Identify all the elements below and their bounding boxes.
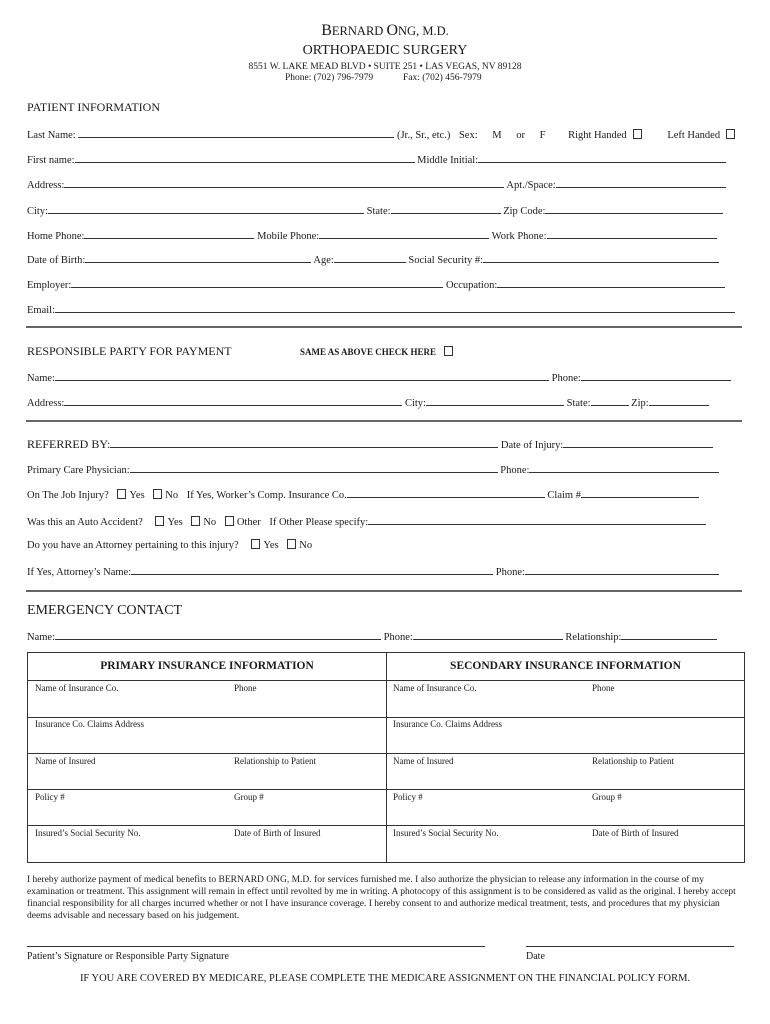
last-name-label: Last Name: [27,130,76,141]
signature-line[interactable] [27,946,485,947]
responsible-heading: RESPONSIBLE PARTY FOR PAYMENT [27,344,232,358]
secondary-name-of-co[interactable]: Name of Insurance Co. [393,683,477,693]
apt-field[interactable] [556,177,726,188]
name-part-1: ERNARD [331,24,387,38]
secondary-name-of-insured[interactable]: Name of Insured [393,756,454,766]
attorney-yes-checkbox[interactable] [251,539,260,549]
resp-state-label: State: [566,398,591,409]
referred-by-label: REFERRED BY: [27,437,111,451]
practice-address: 8551 W. LAKE MEAD BLVD • SUITE 251 • LAS VEGAS, NV 89128 [248,62,522,72]
attorney-phone-label: Phone: [495,567,525,578]
secondary-insured-dob[interactable]: Date of Birth of Insured [592,828,679,838]
resp-address-field[interactable] [64,395,402,406]
row-emergency [27,629,717,643]
section-divider [26,590,742,592]
pcp-label: Primary Care Physician: [27,465,130,476]
auto-accident-label: Was this an Auto Accident? [27,517,143,528]
emergency-heading: EMERGENCY CONTACT [27,603,183,618]
date-of-injury-label: Date of Injury: [500,440,564,451]
name-part-2: NG [398,24,417,38]
row-auto-accident [27,514,706,528]
patient-info-heading: PATIENT INFORMATION [27,100,161,114]
practice-phone: Phone: (702) 796-7979 [285,73,374,83]
date-label: Date [526,951,545,962]
grid-row-line [28,680,744,681]
age-label: Age: [313,255,334,266]
workers-comp-label: If Yes, Worker’s Comp. Insurance Co. [186,490,347,501]
claim-field[interactable] [581,487,699,498]
row-resp-address [27,395,709,409]
dob-label: Date of Birth: [27,255,86,266]
resp-phone-label: Phone: [551,373,581,384]
row-resp-name [27,370,731,384]
resp-phone-field[interactable] [581,370,731,381]
age-field[interactable] [334,252,406,263]
occupation-field[interactable] [497,277,725,288]
same-as-above-checkbox[interactable] [444,346,453,356]
row-pcp [27,462,719,476]
attorney-no-label: No [299,540,313,551]
other-specify-label: If Other Please specify: [269,517,369,528]
other-specify-field[interactable] [368,514,706,525]
grid-divider [386,653,387,862]
ssn-field[interactable] [483,252,719,263]
name-initial-2: O [386,22,399,39]
emergency-phone-label: Phone: [383,632,413,643]
row-city [27,203,723,217]
work-phone-field[interactable] [547,228,717,239]
resp-zip-label: Zip: [631,398,649,409]
city-label: City: [27,206,49,217]
resp-name-field[interactable] [55,370,549,381]
middle-initial-field[interactable] [478,152,726,163]
attorney-yes-label: Yes [263,540,279,551]
row-email [27,302,735,316]
row-employer [27,277,725,291]
home-phone-field[interactable] [84,228,254,239]
secondary-policy[interactable]: Policy # [393,792,423,802]
employer-field[interactable] [71,277,443,288]
grid-row-line [28,753,744,754]
job-injury-yes-checkbox[interactable] [117,489,126,499]
emergency-name-field[interactable] [55,629,381,640]
medicare-note: IF YOU ARE COVERED BY MEDICARE, PLEASE COMPLETE THE MEDICARE ASSIGNMENT ON THE FINANCIAL POLICY FORM. [79,973,691,984]
referred-by-field[interactable] [110,437,498,448]
emergency-name-label: Name: [27,632,55,643]
primary-insured-ssn[interactable]: Insured’s Social Security No. [35,828,141,838]
occupation-label: Occupation: [445,280,498,291]
claim-label: Claim # [547,490,581,501]
practice-name [0,22,770,40]
row-referred-by [27,437,713,452]
first-name-field[interactable] [75,152,415,163]
employer-label: Employer: [27,280,72,291]
resp-city-field[interactable] [426,395,564,406]
emergency-relationship-label: Relationship: [565,632,622,643]
emergency-relationship-field[interactable] [621,629,717,640]
primary-name-of-insured[interactable]: Name of Insured [35,756,96,766]
email-label: Email: [27,305,55,316]
sex-male-option[interactable]: M [492,130,502,141]
row-attorney [27,539,312,551]
row-job-injury [27,487,699,501]
zip-field[interactable] [545,203,723,214]
middle-initial-label: Middle Initial: [417,155,479,166]
primary-insured-dob[interactable]: Date of Birth of Insured [234,828,321,838]
row-phones [27,228,717,242]
pcp-phone-field[interactable] [529,462,719,473]
resp-state-field[interactable] [591,395,629,406]
attorney-name-label: If Yes, Attorney’s Name: [27,567,132,578]
date-of-injury-field[interactable] [563,437,713,448]
authorization-text: I hereby authorize payment of medical benefits to BERNARD ONG, M.D. for services furnished me. I also authorize the physician to release any information in the course of my examination or treatment. This assignment will remain in effect until revolted by me in writing. A photocopy of this assignment is to be considered as valid as the original. I hereby accept financial responsibility for all charges incurred whether or not I have insurance coverage. I hereby consent to and authorize medical treatment, tests, and procedures that my physician deems advisable and necessary based on his judgement. [27,875,736,921]
auto-no-label: No [203,517,217,528]
state-label: State: [366,206,391,217]
last-name-field[interactable] [78,127,394,138]
row-last-name [27,127,738,141]
state-field[interactable] [391,203,501,214]
address-label: Address: [27,180,65,191]
address-field[interactable] [64,177,504,188]
secondary-claims-address[interactable]: Insurance Co. Claims Address [393,719,502,729]
work-phone-label: Work Phone: [491,231,547,242]
resp-name-label: Name: [27,373,55,384]
emergency-phone-field[interactable] [413,629,563,640]
attorney-no-checkbox[interactable] [287,539,296,549]
first-name-label: First name: [27,155,75,166]
resp-zip-field[interactable] [649,395,709,406]
job-injury-no-checkbox[interactable] [153,489,162,499]
grid-row-line [28,789,744,790]
auto-yes-label: Yes [167,517,183,528]
resp-address-label: Address: [27,398,65,409]
auto-other-checkbox[interactable] [225,516,234,526]
primary-relationship[interactable]: Relationship to Patient [234,756,316,766]
practice-fax: Fax: (702) 456-7979 [403,73,482,83]
secondary-phone[interactable]: Phone [592,683,615,693]
pcp-phone-label: Phone: [500,465,530,476]
sex-female-option[interactable]: F [539,130,546,141]
pcp-field[interactable] [130,462,498,473]
grid-row-line [28,825,744,826]
right-handed-label: Right Handed [568,130,627,141]
date-line[interactable] [526,946,734,947]
primary-phone[interactable]: Phone [234,683,257,693]
auto-no-checkbox[interactable] [191,516,200,526]
job-injury-yes-label: Yes [129,490,145,501]
ssn-label: Social Security #: [408,255,484,266]
primary-insurance-heading: PRIMARY INSURANCE INFORMATION [100,660,314,672]
secondary-relationship[interactable]: Relationship to Patient [592,756,674,766]
section-divider [26,420,742,422]
name-initial-1: B [321,22,332,39]
dob-field[interactable] [85,252,311,263]
auto-yes-checkbox[interactable] [155,516,164,526]
primary-name-of-co[interactable]: Name of Insurance Co. [35,683,119,693]
grid-row-line [28,717,744,718]
resp-city-label: City: [404,398,426,409]
sex-label: Sex: [458,130,478,141]
city-field[interactable] [48,203,364,214]
home-phone-label: Home Phone: [27,231,85,242]
auto-other-label: Other [236,517,261,528]
left-handed-label: Left Handed [667,130,721,141]
primary-claims-address[interactable]: Insurance Co. Claims Address [35,719,144,729]
same-as-above-label: SAME AS ABOVE CHECK HERE [300,347,437,357]
secondary-insured-ssn[interactable]: Insured’s Social Security No. [393,828,499,838]
signature-label: Patient’s Signature or Responsible Party Signature [27,951,229,962]
practice-specialty: ORTHOPAEDIC SURGERY [302,43,468,58]
row-dob [27,252,719,266]
left-handed-checkbox[interactable] [726,129,735,139]
right-handed-checkbox[interactable] [633,129,642,139]
primary-group[interactable]: Group # [234,792,264,802]
secondary-insurance-heading: SECONDARY INSURANCE INFORMATION [450,660,681,672]
secondary-group[interactable]: Group # [592,792,622,802]
workers-comp-field[interactable] [347,487,545,498]
primary-policy[interactable]: Policy # [35,792,65,802]
insurance-table [27,652,745,863]
section-divider [26,326,742,328]
job-injury-no-label: No [165,490,179,501]
mobile-phone-field[interactable] [319,228,489,239]
sex-or: or [516,130,525,141]
mobile-phone-label: Mobile Phone: [257,231,320,242]
same-as-above [300,346,456,357]
row-address [27,177,726,191]
attorney-name-field[interactable] [131,564,493,575]
apt-label: Apt./Space: [506,180,556,191]
suffix-note: (Jr., Sr., etc.) [396,130,451,141]
name-suffix: , M.D. [416,24,449,38]
row-attorney-name [27,564,719,578]
zip-label: Zip Code: [503,206,546,217]
email-field[interactable] [55,302,735,313]
attorney-question: Do you have an Attorney pertaining to this injury? [27,540,239,551]
job-injury-label: On The Job Injury? [27,490,109,501]
attorney-phone-field[interactable] [525,564,719,575]
row-first-name [27,152,726,166]
